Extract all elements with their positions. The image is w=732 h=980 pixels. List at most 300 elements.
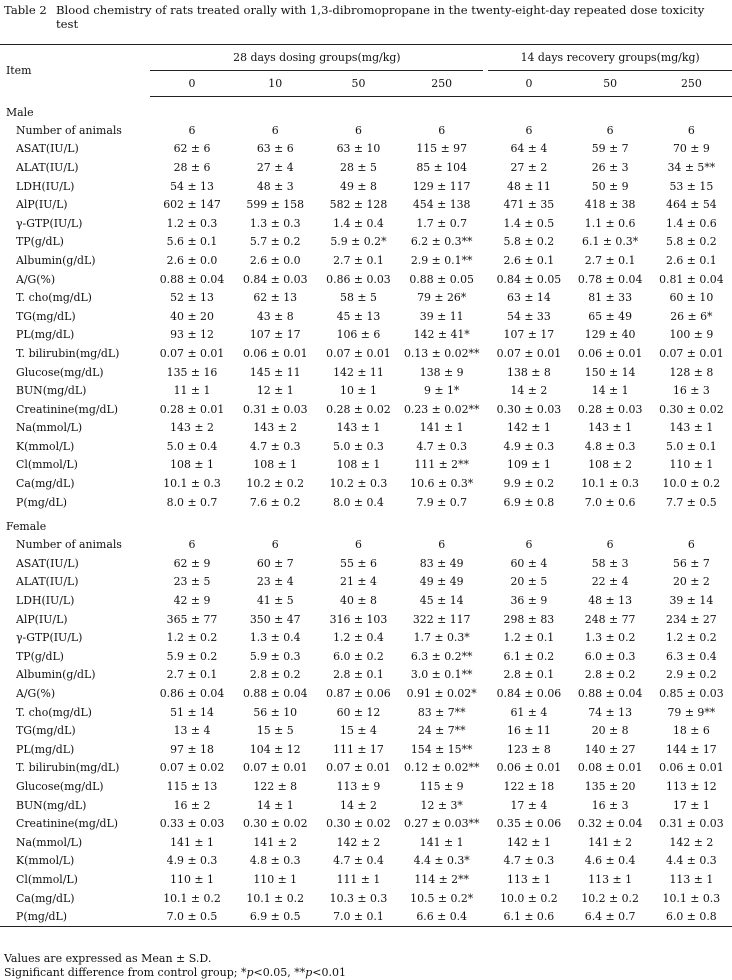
table-cell: 45 ± 14 (419, 594, 464, 608)
row-label: LDH(IU/L) (16, 179, 75, 193)
table-cell: 34 ± 5** (667, 160, 716, 174)
table-cell: 0.84 ± 0.06 (496, 687, 562, 701)
table-cell: 111 ± 2** (414, 458, 469, 472)
table-row (0, 666, 732, 685)
table-cell: 6 (438, 538, 446, 552)
dosing-group-header: 28 days dosing groups(mg/kg) (150, 45, 483, 71)
table-row (0, 326, 732, 345)
table-cell: 111 ± 17 (333, 742, 384, 756)
table-row (0, 251, 732, 270)
table-cell: 79 ± 9** (667, 705, 716, 719)
table-cell: 10.2 ± 0.2 (246, 477, 305, 491)
table-cell: 83 ± 49 (419, 556, 464, 570)
table-cell: 0.88 ± 0.04 (159, 272, 225, 286)
table-cell: 26 ± 3 (591, 160, 629, 174)
table-cell: 0.07 ± 0.01 (659, 346, 724, 360)
table-cell: 0.33 ± 0.03 (159, 817, 225, 831)
table-cell: 108 ± 1 (170, 458, 214, 472)
table-cell: 316 ± 103 (329, 612, 388, 626)
table-cell: 16 ± 11 (507, 724, 551, 738)
table-cell: 6.1 ± 0.3* (582, 235, 639, 249)
table-cell: 6 (525, 538, 533, 552)
row-label: TG(mg/dL) (16, 724, 76, 738)
row-label: ASAT(IU/L) (16, 556, 79, 570)
table-cell: 17 ± 1 (672, 798, 710, 812)
table-row (0, 796, 732, 815)
table-cell: 0.07 ± 0.01 (159, 346, 225, 360)
row-label: ALAT(IU/L) (16, 575, 79, 589)
table-cell: 28 ± 5 (340, 160, 377, 174)
table-cell: 108 ± 1 (253, 458, 298, 472)
table-title: Blood chemistry of rats treated orally with 1,3-dibromopropane in the twenty-eight-day repeated dose toxicity test (56, 3, 705, 31)
table-cell: 0.84 ± 0.03 (242, 272, 308, 286)
table-cell: 13 ± 4 (173, 724, 211, 738)
table-cell: 6.6 ± 0.4 (400, 907, 483, 926)
table-cell: 45 ± 13 (336, 309, 381, 323)
table-cell: 58 ± 3 (591, 556, 629, 570)
table-body (0, 97, 732, 927)
table-cell: 23 ± 4 (256, 575, 294, 589)
table-cell: 81 ± 33 (588, 291, 632, 305)
row-label: Ca(mg/dL) (16, 891, 75, 905)
table-row (0, 158, 732, 177)
table-cell: 12 ± 1 (256, 384, 294, 398)
table-cell: 27 ± 2 (510, 160, 548, 174)
table-row (0, 419, 732, 438)
table-cell: 135 ± 20 (584, 779, 636, 793)
table-cell: 5.9 ± 0.2 (166, 649, 218, 663)
table-cell: 10.2 ± 0.3 (329, 477, 388, 491)
table-cell: 143 ± 2 (170, 421, 214, 435)
table-cell: 0.06 ± 0.01 (659, 761, 724, 775)
table-cell: 16 ± 3 (591, 798, 629, 812)
table-cell: 21 ± 4 (340, 575, 377, 589)
table-cell: 23 ± 5 (173, 575, 211, 589)
table-cell: 471 ± 35 (503, 198, 555, 212)
table-cell: 0.12 ± 0.02** (403, 761, 480, 775)
table-cell: 10.1 ± 0.3 (581, 477, 639, 491)
table-cell: 60 ± 10 (669, 291, 714, 305)
table-cell: 62 ± 13 (253, 291, 298, 305)
table-cell: 1.7 ± 0.7 (416, 216, 468, 230)
table-cell: 6.9 ± 0.8 (503, 495, 555, 509)
table-row (0, 591, 732, 610)
table-cell: 14 ± 2 (340, 798, 377, 812)
table-cell: 52 ± 13 (170, 291, 214, 305)
table-cell: 4.6 ± 0.4 (584, 854, 636, 868)
section-row-female (0, 511, 732, 535)
row-label: T. bilirubin(mg/dL) (16, 346, 120, 360)
table-row (0, 456, 732, 475)
row-label: AlP(IU/L) (16, 612, 68, 626)
table-row (0, 307, 732, 326)
table-cell: 85 ± 104 (416, 160, 468, 174)
table-cell: 141 ± 2 (588, 835, 632, 849)
table-cell: 6 (271, 538, 279, 552)
table-cell: 53 ± 15 (669, 179, 714, 193)
section-title: Female (6, 519, 47, 533)
table-cell: 0.07 ± 0.01 (496, 346, 562, 360)
table-cell: 12 ± 3* (420, 798, 463, 812)
table-cell: 0.06 ± 0.01 (496, 761, 562, 775)
table-cell: 64 ± 4 (510, 142, 548, 156)
table-cell: 2.9 ± 0.2 (666, 668, 717, 682)
table-cell: 418 ± 38 (584, 198, 636, 212)
table-cell: 350 ± 47 (249, 612, 301, 626)
table-cell: 138 ± 9 (419, 365, 464, 379)
table-cell: 0.06 ± 0.01 (577, 346, 643, 360)
table-cell: 1.7 ± 0.3* (413, 631, 470, 645)
table-cell: 51 ± 14 (170, 705, 214, 719)
row-label: BUN(mg/dL) (16, 798, 87, 812)
table-cell: 1.4 ± 0.6 (666, 216, 717, 230)
row-label: Number of animals (16, 538, 122, 552)
table-cell: 7.7 ± 0.5 (666, 495, 717, 509)
table-cell: 0.31 ± 0.03 (242, 402, 308, 416)
table-cell: 113 ± 1 (507, 872, 551, 886)
table-cell: 10.1 ± 0.3 (662, 891, 721, 905)
table-cell: 142 ± 1 (507, 421, 551, 435)
table-cell: 114 ± 2** (414, 872, 469, 886)
row-label: K(mmol/L) (16, 854, 75, 868)
table-cell: 6 (687, 538, 695, 552)
table-cell: 60 ± 12 (336, 705, 381, 719)
table-cell: 62 ± 6 (173, 142, 211, 156)
table-cell: 0.88 ± 0.04 (577, 687, 643, 701)
footnote-mean-sd: Values are expressed as Mean ± S.D. (4, 952, 212, 965)
table-cell: 0.07 ± 0.01 (326, 761, 391, 775)
table-row (0, 628, 732, 647)
table-cell: 65 ± 49 (588, 309, 632, 323)
table-cell: 5.7 ± 0.2 (249, 235, 301, 249)
table-cell: 10.2 ± 0.2 (581, 891, 639, 905)
table-row (0, 852, 732, 871)
table-cell: 97 ± 18 (170, 742, 214, 756)
table-cell: 5.0 ± 0.1 (666, 439, 717, 453)
table-cell: 9 ± 1* (424, 384, 460, 398)
table-cell: 5.6 ± 0.1 (166, 235, 218, 249)
table-cell: 150 ± 14 (584, 365, 636, 379)
table-cell: 11 ± 1 (173, 384, 211, 398)
table-cell: 14 ± 1 (256, 798, 294, 812)
table-cell: 4.7 ± 0.3 (503, 854, 555, 868)
table-cell: 248 ± 77 (584, 612, 636, 626)
table-cell: 142 ± 2 (669, 835, 714, 849)
table-cell: 602 ± 147 (163, 198, 221, 212)
table-cell: 83 ± 7** (417, 705, 466, 719)
table-cell: 63 ± 14 (507, 291, 551, 305)
table-cell: 454 ± 138 (412, 198, 471, 212)
table-cell: 10.6 ± 0.3* (410, 477, 474, 491)
table-cell: 48 ± 11 (507, 179, 551, 193)
table-row (0, 889, 732, 908)
table-cell: 10.1 ± 0.2 (246, 891, 305, 905)
table-cell: 0.84 ± 0.05 (496, 272, 562, 286)
table-cell: 6.1 ± 0.2 (503, 649, 555, 663)
table-cell: 0.85 ± 0.03 (659, 687, 724, 701)
row-label: P(mg/dL) (16, 495, 67, 509)
table-cell: 107 ± 17 (503, 328, 555, 342)
row-label: ALAT(IU/L) (16, 160, 79, 174)
table-cell: 464 ± 54 (666, 198, 717, 212)
table-cell: 6.3 ± 0.4 (666, 649, 717, 663)
row-label: Glucose(mg/dL) (16, 365, 104, 379)
table-cell: 0.06 ± 0.01 (242, 346, 308, 360)
table-row (0, 195, 732, 214)
table-cell: 122 ± 18 (503, 779, 555, 793)
table-cell: 43 ± 8 (256, 309, 294, 323)
footnote-mid: <0.05, ** (253, 966, 306, 979)
table-cell: 113 ± 9 (336, 779, 381, 793)
table-cell: 7.9 ± 0.7 (416, 495, 468, 509)
table-cell: 20 ± 8 (591, 724, 629, 738)
table-cell: 36 ± 9 (510, 594, 548, 608)
table-cell: 74 ± 13 (588, 705, 632, 719)
table-cell: 109 ± 1 (507, 458, 551, 472)
row-label: Glucose(mg/dL) (16, 779, 104, 793)
table-cell: 129 ± 40 (584, 328, 636, 342)
table-cell: 10.1 ± 0.3 (163, 477, 221, 491)
table-cell: 0.81 ± 0.04 (659, 272, 724, 286)
row-label: ASAT(IU/L) (16, 142, 79, 156)
table-cell: 62 ± 9 (173, 556, 211, 570)
row-label: Na(mmol/L) (16, 835, 83, 849)
table-cell: 61 ± 4 (510, 705, 548, 719)
table-cell: 128 ± 8 (669, 365, 714, 379)
table-cell: 6 (354, 538, 362, 552)
dose-header: 0 (150, 71, 233, 97)
table-cell: 0.30 ± 0.02 (659, 402, 724, 416)
table-cell: 6.2 ± 0.3** (410, 235, 473, 249)
section-row-male (0, 97, 732, 122)
table-cell: 0.91 ± 0.02* (406, 687, 477, 701)
table-row (0, 363, 732, 382)
table-cell: 10.1 ± 0.2 (163, 891, 221, 905)
footnote-suffix: <0.01 (312, 966, 346, 979)
table-cell: 1.4 ± 0.4 (333, 216, 384, 230)
table-cell: 10 ± 1 (340, 384, 377, 398)
table-cell: 7.6 ± 0.2 (249, 495, 301, 509)
table-cell: 56 ± 10 (253, 705, 298, 719)
table-row (0, 381, 732, 400)
table-cell: 0.27 ± 0.03** (403, 817, 480, 831)
dose-header: 0 (488, 71, 569, 97)
table-cell: 123 ± 8 (507, 742, 551, 756)
table-cell: 24 ± 7** (417, 724, 466, 738)
table-cell: 2.6 ± 0.0 (249, 253, 301, 267)
table-cell: 0.86 ± 0.03 (326, 272, 391, 286)
table-cell: 39 ± 11 (419, 309, 464, 323)
footnote-prefix: Significant difference from control group; * (4, 966, 247, 979)
table-cell: 1.2 ± 0.1 (503, 631, 555, 645)
table-cell: 54 ± 13 (170, 179, 214, 193)
table-cell: 6.4 ± 0.7 (570, 907, 651, 926)
table-cell: 4.4 ± 0.3 (666, 854, 717, 868)
table-row (0, 610, 732, 629)
table-cell: 2.6 ± 0.0 (166, 253, 218, 267)
table-cell: 3.0 ± 0.1** (410, 668, 473, 682)
table-cell: 0.87 ± 0.06 (326, 687, 391, 701)
table-cell: 6 (687, 123, 695, 137)
dose-header: 250 (400, 71, 483, 97)
table-cell: 1.1 ± 0.6 (584, 216, 636, 230)
p-symbol: p (246, 966, 254, 979)
table-cell: 107 ± 17 (249, 328, 301, 342)
table-cell: 42 ± 9 (173, 594, 211, 608)
table-cell: 63 ± 10 (336, 142, 381, 156)
table-cell: 135 ± 16 (166, 365, 218, 379)
table-cell: 6.0 ± 0.2 (333, 649, 384, 663)
row-label: Number of animals (16, 123, 122, 137)
table-cell: 129 ± 117 (412, 179, 471, 193)
table-cell: 0.07 ± 0.01 (326, 346, 391, 360)
table-cell: 2.7 ± 0.1 (166, 668, 218, 682)
row-label: PL(mg/dL) (16, 328, 75, 342)
row-label: Na(mmol/L) (16, 421, 83, 435)
row-label: LDH(IU/L) (16, 594, 75, 608)
table-row (0, 833, 732, 852)
table-cell: 111 ± 1 (336, 872, 381, 886)
table-header (0, 45, 732, 97)
blood-chemistry-table (0, 44, 732, 927)
row-label: TP(g/dL) (16, 649, 64, 663)
table-row (0, 573, 732, 592)
table-row (0, 721, 732, 740)
table-row (0, 140, 732, 159)
row-label: K(mmol/L) (16, 439, 75, 453)
row-label: Ca(mg/dL) (16, 477, 75, 491)
table-cell: 0.88 ± 0.05 (409, 272, 474, 286)
table-cell: 58 ± 5 (340, 291, 377, 305)
table-cell: 6 (438, 123, 446, 137)
recovery-group-header: 14 days recovery groups(mg/kg) (488, 45, 732, 71)
table-cell: 0.07 ± 0.02 (159, 761, 225, 775)
row-label: AlP(IU/L) (16, 198, 68, 212)
table-cell: 26 ± 6* (670, 309, 713, 323)
table-cell: 5.0 ± 0.3 (333, 439, 384, 453)
table-cell: 0.86 ± 0.04 (159, 687, 225, 701)
table-cell: 93 ± 12 (170, 328, 214, 342)
table-row (0, 121, 732, 140)
table-cell: 6.1 ± 0.6 (488, 907, 569, 926)
table-cell: 5.8 ± 0.2 (503, 235, 555, 249)
table-cell: 63 ± 6 (256, 142, 294, 156)
table-cell: 4.7 ± 0.3 (249, 439, 301, 453)
table-cell: 0.78 ± 0.04 (577, 272, 643, 286)
table-cell: 106 ± 6 (336, 328, 381, 342)
table-cell: 41 ± 5 (256, 594, 294, 608)
table-cell: 2.7 ± 0.1 (333, 253, 384, 267)
row-label: TG(mg/dL) (16, 309, 76, 323)
table-cell: 6 (606, 538, 614, 552)
table-cell: 138 ± 8 (507, 365, 551, 379)
table-cell: 4.4 ± 0.3* (413, 854, 470, 868)
table-cell: 18 ± 6 (672, 724, 710, 738)
row-label: Cl(mmol/L) (16, 872, 78, 886)
table-row (0, 233, 732, 252)
table-cell: 10.0 ± 0.2 (662, 477, 721, 491)
table-row (0, 288, 732, 307)
table-cell: 56 ± 7 (672, 556, 710, 570)
table-cell: 10.5 ± 0.2* (410, 891, 474, 905)
table-cell: 115 ± 97 (416, 142, 468, 156)
table-cell: 6.3 ± 0.2** (410, 649, 473, 663)
table-cell: 104 ± 12 (249, 742, 301, 756)
table-cell: 141 ± 1 (170, 835, 214, 849)
table-cell: 7.0 ± 0.6 (584, 495, 636, 509)
table-cell: 113 ± 1 (669, 872, 714, 886)
table-cell: 15 ± 5 (256, 724, 294, 738)
table-cell: 20 ± 5 (510, 575, 548, 589)
table-cell: 50 ± 9 (591, 179, 629, 193)
table-cell: 1.2 ± 0.3 (166, 216, 218, 230)
table-cell: 6 (271, 123, 279, 137)
table-cell: 59 ± 7 (591, 142, 629, 156)
table-row (0, 907, 732, 926)
table-cell: 10.0 ± 0.2 (500, 891, 558, 905)
table-cell: 6.9 ± 0.5 (234, 907, 317, 926)
table-cell: 6 (525, 123, 533, 137)
table-cell: 365 ± 77 (166, 612, 218, 626)
table-cell: 6 (354, 123, 362, 137)
table-cell: 143 ± 1 (588, 421, 632, 435)
table-cell: 48 ± 13 (588, 594, 632, 608)
table-cell: 143 ± 1 (336, 421, 381, 435)
table-cell: 2.7 ± 0.1 (584, 253, 636, 267)
dose-header: 10 (234, 71, 317, 97)
item-column-header: Item (0, 45, 150, 97)
table-row (0, 270, 732, 289)
table-cell: 1.2 ± 0.4 (333, 631, 384, 645)
table-cell: 110 ± 1 (253, 872, 298, 886)
table-cell: 0.13 ± 0.02** (403, 346, 480, 360)
table-cell: 0.23 ± 0.02** (403, 402, 480, 416)
table-cell: 14 ± 1 (591, 384, 629, 398)
row-label: Creatinine(mg/dL) (16, 402, 118, 416)
table-row (0, 684, 732, 703)
table-cell: 113 ± 1 (588, 872, 632, 886)
table-cell: 7.0 ± 0.5 (150, 907, 233, 926)
table-cell: 16 ± 3 (672, 384, 710, 398)
table-row (0, 759, 732, 778)
table-cell: 4.9 ± 0.3 (166, 854, 218, 868)
row-label: Albumin(g/dL) (16, 668, 96, 682)
table-cell: 4.8 ± 0.3 (584, 439, 636, 453)
row-label: BUN(mg/dL) (16, 384, 87, 398)
table-cell: 142 ± 2 (336, 835, 381, 849)
table-cell: 0.28 ± 0.03 (577, 402, 643, 416)
table-row (0, 344, 732, 363)
row-label: P(mg/dL) (0, 907, 150, 926)
table-cell: 17 ± 4 (510, 798, 548, 812)
table-cell: 1.3 ± 0.4 (249, 631, 301, 645)
table-cell: 115 ± 9 (419, 779, 464, 793)
table-cell: 6 (188, 538, 196, 552)
table-cell: 1.3 ± 0.3 (249, 216, 301, 230)
table-cell: 27 ± 4 (256, 160, 294, 174)
table-cell: 108 ± 2 (588, 458, 632, 472)
table-cell: 2.8 ± 0.2 (249, 668, 301, 682)
table-cell: 110 ± 1 (669, 458, 714, 472)
table-cell: 0.31 ± 0.03 (659, 817, 724, 831)
table-cell: 10.3 ± 0.3 (329, 891, 388, 905)
table-cell: 2.8 ± 0.1 (503, 668, 555, 682)
table-cell: 9.9 ± 0.2 (503, 477, 555, 491)
table-cell: 108 ± 1 (336, 458, 381, 472)
table-cell: 0.35 ± 0.06 (496, 817, 562, 831)
table-cell: 142 ± 11 (333, 365, 384, 379)
table-cell: 4.7 ± 0.3 (416, 439, 468, 453)
